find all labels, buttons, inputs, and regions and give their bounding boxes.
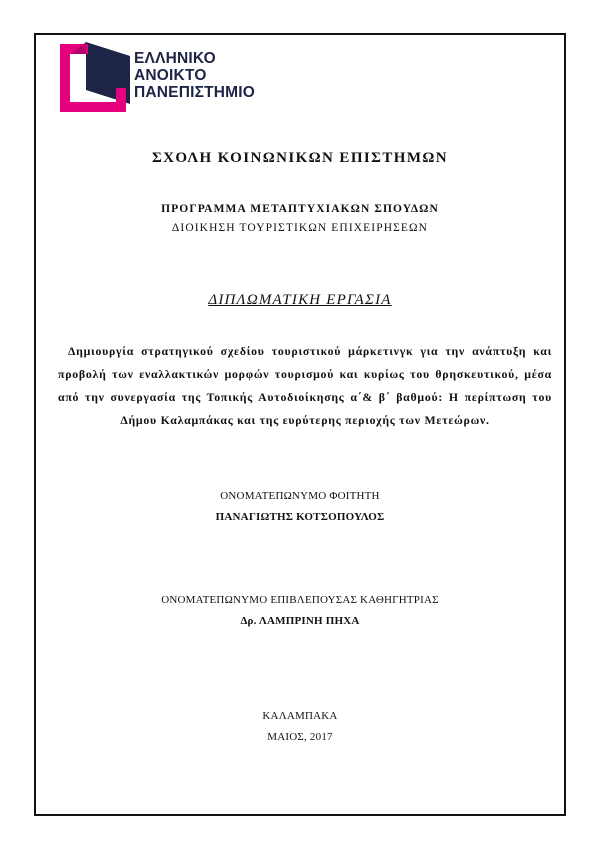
specialization-heading: ΔΙΟΙΚΗΣΗ ΤΟΥΡΙΣΤΙΚΩΝ ΕΠΙΧΕΙΡΗΣΕΩΝ — [171, 222, 429, 234]
program-heading: ΠΡΟΓΡΑΜΜΑ ΜΕΤΑΠΤΥΧΙΑΚΩΝ ΣΠΟΥΔΩΝ — [161, 203, 439, 215]
logo-line-3: ΠΑΝΕΠΙΣΤΗΜΙΟ — [134, 84, 256, 101]
student-label: ΟΝΟΜΑΤΕΠΩΝΥΜΟ ΦΟΙΤΗΤΗ — [220, 490, 380, 502]
date: ΜΑΙΟΣ, 2017 — [267, 731, 333, 743]
logo-wordmark — [134, 50, 255, 101]
university-logo — [56, 36, 276, 118]
supervisor-label: ΟΝΟΜΑΤΕΠΩΝΥΜΟ ΕΠΙΒΛΕΠΟΥΣΑΣ ΚΑΘΗΓΗΤΡΙΑΣ — [161, 594, 439, 606]
school-heading: ΣΧΟΛΗ ΚΟΙΝΩΝΙΚΩΝ ΕΠΙΣΤΗΜΩΝ — [151, 150, 449, 166]
place: ΚΑΛΑΜΠΑΚΑ — [262, 710, 338, 722]
thesis-title: Δημιουργία στρατηγικού σχεδίου τουριστικού μάρκετινγκ για την ανάπτυξη και προβολή των εναλλακτικών μορφών τουρισμού και κυρίως του θρησκευτικού, μέσα από την συνεργασία της Τοπικής Αυτοδιοίκησης α΄& β΄ βαθμού: Η περίπτωση του Δήμου Καλαμπάκας και της ευρύτερης περιοχής των Μετεώρων. — [58, 344, 552, 427]
supervisor-name: Δρ. ΛΑΜΠΡΙΝΗ ΠΗΧΑ — [240, 615, 360, 627]
logo-line-2: ΑΝΟΙΚΤΟ — [134, 67, 207, 84]
logo-line-1: ΕΛΛΗΝΙΚΟ — [134, 50, 216, 67]
student-name: ΠΑΝΑΓΙΩΤΗΣ ΚΟΤΣΟΠΟΥΛΟΣ — [215, 511, 385, 523]
thesis-type-heading: ΔΙΠΛΩΜΑΤΙΚΗ ΕΡΓΑΣΙΑ — [208, 292, 392, 308]
logo-mark-icon — [56, 36, 132, 118]
